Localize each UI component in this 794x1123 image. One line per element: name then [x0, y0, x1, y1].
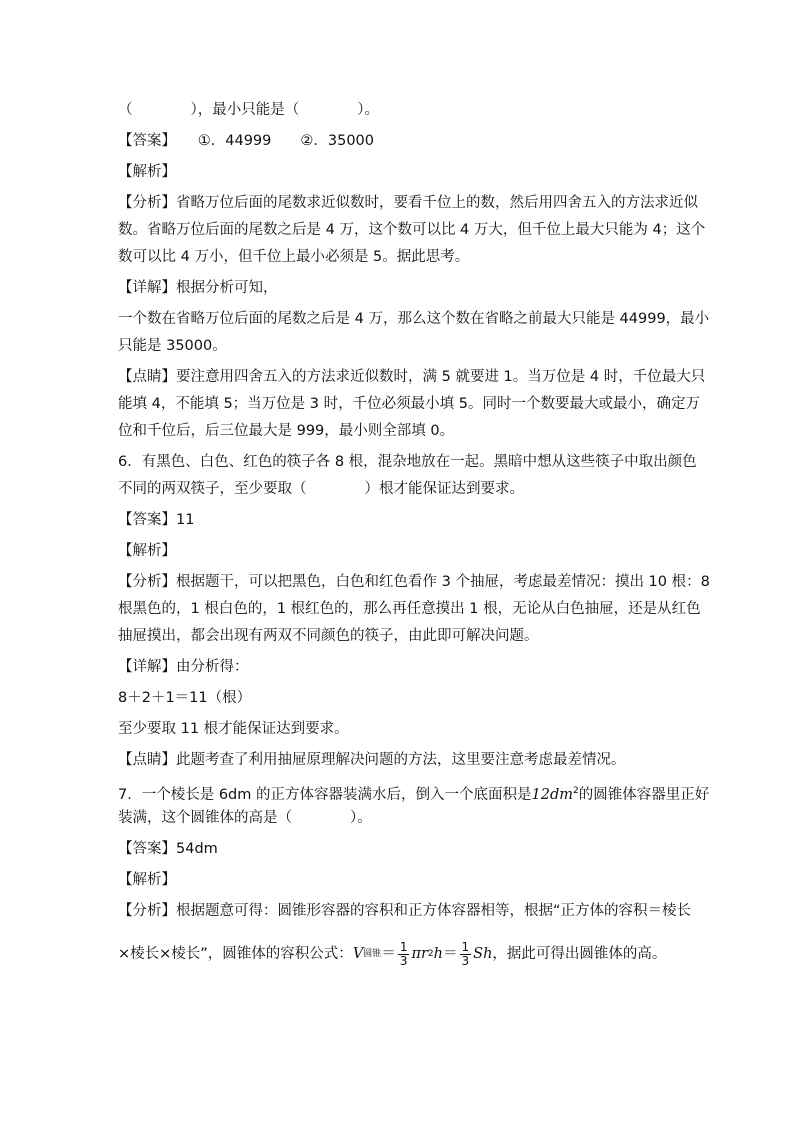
remark-line: 【点睛】此题考查了利用抽屉原理解决问题的方法，这里要注意考虑最差情况。 — [118, 752, 626, 768]
formula-tail: ，据此可得出圆锥体的高。 — [492, 946, 667, 962]
detail-line: 至少要取 11 根才能保证达到要求。 — [118, 721, 349, 737]
question-7: 装满，这个圆锥体的高是（ ）。 — [118, 810, 372, 826]
detail-line: 一个数在省略万位后面的尾数之后是 4 万，那么这个数在省略之前最大只能是 44999，最小 — [118, 311, 710, 327]
answer-line: 【答案】 ①．44999 ②．35000 — [118, 133, 375, 149]
section-heading: 【解析】 — [118, 872, 176, 888]
detail-line: 【详解】由分析得： — [118, 659, 249, 675]
remark-line: 【点睛】要注意用四舍五入的方法求近似数时，满 5 就要进 1。当万位是 4 时，千位最大只 — [118, 369, 706, 385]
answer-line: 【答案】11 — [118, 512, 195, 528]
pi-r: πr — [411, 946, 428, 962]
remark-line: 能填 4，不能填 5；当万位是 3 时，千位必须最小填 5。同时一个数要最大或最小，确定万 — [118, 396, 700, 412]
text-line: （ ），最小只能是（ ）。 — [118, 102, 379, 118]
fraction-denominator: 3 — [399, 953, 408, 968]
height-symbol: h — [433, 946, 443, 962]
volume-symbol: V — [352, 946, 364, 962]
sh-symbol: Sh — [473, 946, 493, 962]
fraction-one-third-2 — [460, 941, 472, 968]
fraction-one-third — [398, 941, 410, 968]
question-7 — [118, 781, 710, 808]
fraction-numerator: 1 — [461, 939, 470, 954]
analysis-line: 数可以比 4 万小，但千位上最小必须是 5。据此思考。 — [118, 249, 470, 265]
document-body — [118, 100, 710, 976]
analysis-line: 数。省略万位后面的尾数之后是 4 万，这个数可以比 4 万大，但千位上最大只能为 4；这个 — [118, 222, 706, 238]
remark-line: 位和千位后，后三位最大是 999，最小则全部填 0。 — [118, 423, 455, 439]
detail-line: 只能是 35000。 — [118, 338, 227, 354]
calculation-line: 8＋2＋1＝11（根） — [118, 690, 252, 706]
formula-line — [118, 932, 678, 976]
analysis-line: 抽屉摸出，都会出现有两双不同颜色的筷子，由此即可解决问题。 — [118, 628, 539, 644]
question-6: 6．有黑色、白色、红色的筷子各 8 根，混杂地放在一起。黑暗中想从这些筷子中取出颜色 — [118, 454, 697, 470]
area-value: 12dm — [531, 787, 573, 803]
answer-line: 【答案】54dm — [118, 841, 218, 857]
formula-lead: ×棱长×棱长”，圆锥体的容积公式： — [118, 946, 353, 962]
fraction-numerator: 1 — [399, 939, 408, 954]
volume-subscript: 圆锥 — [363, 949, 382, 959]
analysis-line: 【分析】省略万位后面的尾数求近似数时，要看千位上的数，然后用四舍五入的方法求近似 — [118, 195, 698, 211]
question-6: 不同的两双筷子，至少要取（ ）根才能保证达到要求。 — [118, 481, 524, 497]
equals-sign-2: ＝ — [443, 946, 458, 962]
r-exponent: 2 — [427, 949, 434, 959]
area-exponent: 2 — [572, 786, 579, 796]
section-heading: 【解析】 — [118, 164, 176, 180]
detail-line: 【详解】根据分析可知， — [118, 280, 278, 296]
analysis-line: 【分析】根据题意可得：圆锥形容器的容积和正方体容器相等，根据“正方体的容积＝棱长 — [118, 903, 692, 919]
equals-sign: ＝ — [381, 946, 396, 962]
analysis-line: 【分析】根据题干，可以把黑色，白色和红色看作 3 个抽屉，考虑最差情况：摸出 10 根：8 — [118, 574, 710, 590]
question-7-text: 7．一个棱长是 6dm 的正方体容器装满水后，倒入一个底面积是 — [118, 787, 532, 803]
section-heading: 【解析】 — [118, 543, 176, 559]
fraction-denominator: 3 — [461, 953, 470, 968]
question-7-tail: 的圆锥体容器里正好 — [578, 787, 710, 803]
analysis-line: 根黑色的，1 根白色的，1 根红色的，那么再任意摸出 1 根，无论从白色抽屉，还是从红色 — [118, 601, 701, 617]
